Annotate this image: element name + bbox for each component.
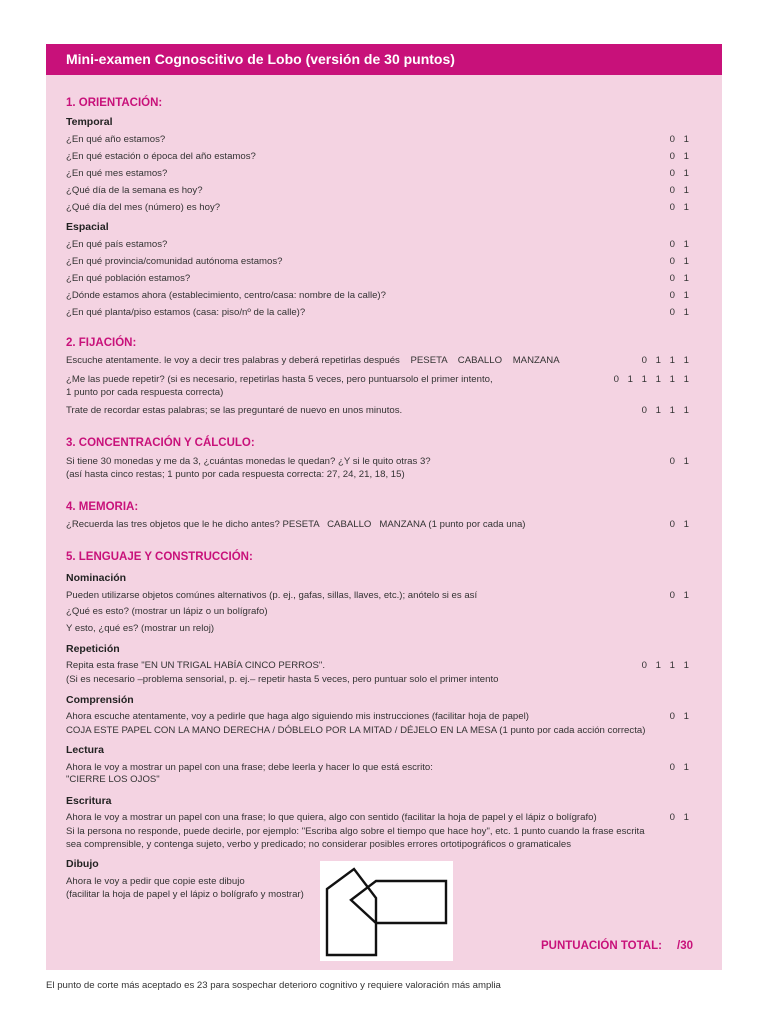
score-lectura: 0 1 bbox=[669, 762, 692, 773]
score-escritura: 0 1 bbox=[669, 812, 692, 823]
subsection-espacial: Espacial bbox=[66, 221, 109, 233]
question-temporal-1: ¿En qué año estamos? bbox=[66, 134, 166, 145]
question-espacial-4: ¿Dónde estamos ahora (establecimiento, centro/casa: nombre de la calle)? bbox=[66, 290, 386, 301]
score-comprension: 0 1 bbox=[669, 711, 692, 722]
question-espacial-5: ¿En qué planta/piso estamos (casa: piso/nº de la calle)? bbox=[66, 307, 306, 318]
subsection-repeticion: Repetición bbox=[66, 643, 120, 655]
section-memoria: 4. MEMORIA: bbox=[66, 501, 139, 513]
section-concentracion: 3. CONCENTRACIÓN Y CÁLCULO: bbox=[66, 437, 255, 449]
total-score-label: PUNTUACIÓN TOTAL: bbox=[541, 940, 662, 952]
score-fijacion-3: 0 1 1 1 bbox=[641, 405, 692, 416]
nominacion-line-2: ¿Qué es esto? (mostrar un lápiz o un bolígrafo) bbox=[66, 606, 268, 617]
dibujo-line-2: (facilitar la hoja de papel y el lápiz o bolígrafo y mostrar) bbox=[66, 889, 304, 900]
form-title: Mini-examen Cognoscitivo de Lobo (versión de 30 puntos) bbox=[66, 51, 455, 67]
form-header bbox=[46, 44, 722, 75]
section-fijacion: 2. FIJACIÓN: bbox=[66, 337, 137, 349]
score-espacial-1: 0 1 bbox=[669, 239, 692, 250]
concentracion-line-1: Si tiene 30 monedas y me da 3, ¿cuántas monedas le quedan? ¿Y si le quito otras 3? bbox=[66, 456, 431, 467]
question-espacial-3: ¿En qué población estamos? bbox=[66, 273, 191, 284]
memoria-line-1: ¿Recuerda las tres objetos que le he dicho antes? PESETA CABALLO MANZANA (1 punto por cada una) bbox=[66, 519, 526, 530]
fijacion-line-3: 1 punto por cada respuesta correcta) bbox=[66, 387, 224, 398]
score-temporal-5: 0 1 bbox=[669, 202, 692, 213]
score-temporal-3: 0 1 bbox=[669, 168, 692, 179]
repeticion-line-2: (Si es necesario –problema sensorial, p. ej.– repetir hasta 5 veces, pero puntuar solo el primer intento bbox=[66, 674, 499, 685]
subsection-lectura: Lectura bbox=[66, 744, 104, 756]
subsection-comprension: Comprensión bbox=[66, 694, 134, 706]
section-orientacion: 1. ORIENTACIÓN: bbox=[66, 97, 163, 109]
subsection-nominacion: Nominación bbox=[66, 572, 127, 584]
score-temporal-4: 0 1 bbox=[669, 185, 692, 196]
footnote: El punto de corte más aceptado es 23 para sospechar deterioro cognitivo y requiere valoración más amplia bbox=[46, 980, 501, 991]
fijacion-line-2: ¿Me las puede repetir? (si es necesario, repetirlas hasta 5 veces, pero puntuarsolo el primer intento, bbox=[66, 374, 493, 385]
nominacion-line-1: Pueden utilizarse objetos comúnes alternativos (p. ej., gafas, sillas, llaves, etc.); anótelo si es así bbox=[66, 590, 478, 601]
score-temporal-1: 0 1 bbox=[669, 134, 692, 145]
question-espacial-1: ¿En qué país estamos? bbox=[66, 239, 168, 250]
dibujo-line-1: Ahora le voy a pedir que copie este dibujo bbox=[66, 876, 245, 887]
question-temporal-4: ¿Qué día de la semana es hoy? bbox=[66, 185, 203, 196]
score-memoria: 0 1 bbox=[669, 519, 692, 530]
section-lenguaje: 5. LENGUAJE Y CONSTRUCCIÓN: bbox=[66, 551, 253, 563]
pentagon-drawing-figure bbox=[320, 861, 453, 961]
score-temporal-2: 0 1 bbox=[669, 151, 692, 162]
score-fijacion-1: 0 1 1 1 bbox=[641, 355, 692, 366]
comprension-line-2: COJA ESTE PAPEL CON LA MANO DERECHA / DÓBLELO POR LA MITAD / DÉJELO EN LA MESA (1 punto por cada acción correcta) bbox=[66, 725, 646, 736]
subsection-temporal: Temporal bbox=[66, 116, 113, 128]
escritura-line-1: Ahora le voy a mostrar un papel con una frase; lo que quiera, algo con sentido (facilitar la hoja de papel y el lápiz o bolígrafo) bbox=[66, 812, 597, 823]
escritura-line-3: sea comprensible, y contenga sujeto, verbo y predicado; no considerar posibles errores ortotipográficos o gramaticales bbox=[66, 839, 572, 850]
question-temporal-3: ¿En qué mes estamos? bbox=[66, 168, 168, 179]
pentagon-shape-2 bbox=[351, 881, 446, 923]
score-concentracion: 0 1 bbox=[669, 456, 692, 467]
pentagon-shape-1 bbox=[327, 869, 376, 955]
question-temporal-2: ¿En qué estación o época del año estamos? bbox=[66, 151, 256, 162]
fijacion-line-4: Trate de recordar estas palabras; se las preguntaré de nuevo en unos minutos. bbox=[66, 405, 403, 416]
score-nominacion: 0 1 bbox=[669, 590, 692, 601]
score-espacial-5: 0 1 bbox=[669, 307, 692, 318]
question-temporal-5: ¿Qué día del mes (número) es hoy? bbox=[66, 202, 221, 213]
score-espacial-4: 0 1 bbox=[669, 290, 692, 301]
total-score-value: /30 bbox=[677, 940, 693, 952]
subsection-escritura: Escritura bbox=[66, 795, 112, 807]
fijacion-line-1: Escuche atentamente. le voy a decir tres palabras y deberá repetirlas después PESETA CABALLO MANZANA bbox=[66, 355, 560, 366]
question-espacial-2: ¿En qué provincia/comunidad autónoma estamos? bbox=[66, 256, 283, 267]
score-espacial-3: 0 1 bbox=[669, 273, 692, 284]
score-espacial-2: 0 1 bbox=[669, 256, 692, 267]
lectura-line-1: Ahora le voy a mostrar un papel con una frase; debe leerla y hacer lo que está escrito: bbox=[66, 762, 433, 773]
lectura-line-2: "CIERRE LOS OJOS" bbox=[66, 774, 160, 785]
comprension-line-1: Ahora escuche atentamente, voy a pedirle que haga algo siguiendo mis instrucciones (facilitar hoja de papel) bbox=[66, 711, 529, 722]
escritura-line-2: Si la persona no responde, puede decirle, por ejemplo: "Escriba algo sobre el tiempo que hace hoy", etc. 1 punto cuando la frase escrita bbox=[66, 826, 645, 837]
score-repeticion: 0 1 1 1 bbox=[641, 660, 692, 671]
score-fijacion-2: 0 1 1 1 1 1 bbox=[613, 374, 692, 385]
concentracion-line-2: (así hasta cinco restas; 1 punto por cada respuesta correcta: 27, 24, 21, 18, 15) bbox=[66, 469, 405, 480]
subsection-dibujo: Dibujo bbox=[66, 858, 99, 870]
repeticion-line-1: Repita esta frase "EN UN TRIGAL HABÍA CINCO PERROS". bbox=[66, 660, 325, 671]
nominacion-line-3: Y esto, ¿qué es? (mostrar un reloj) bbox=[66, 623, 215, 634]
